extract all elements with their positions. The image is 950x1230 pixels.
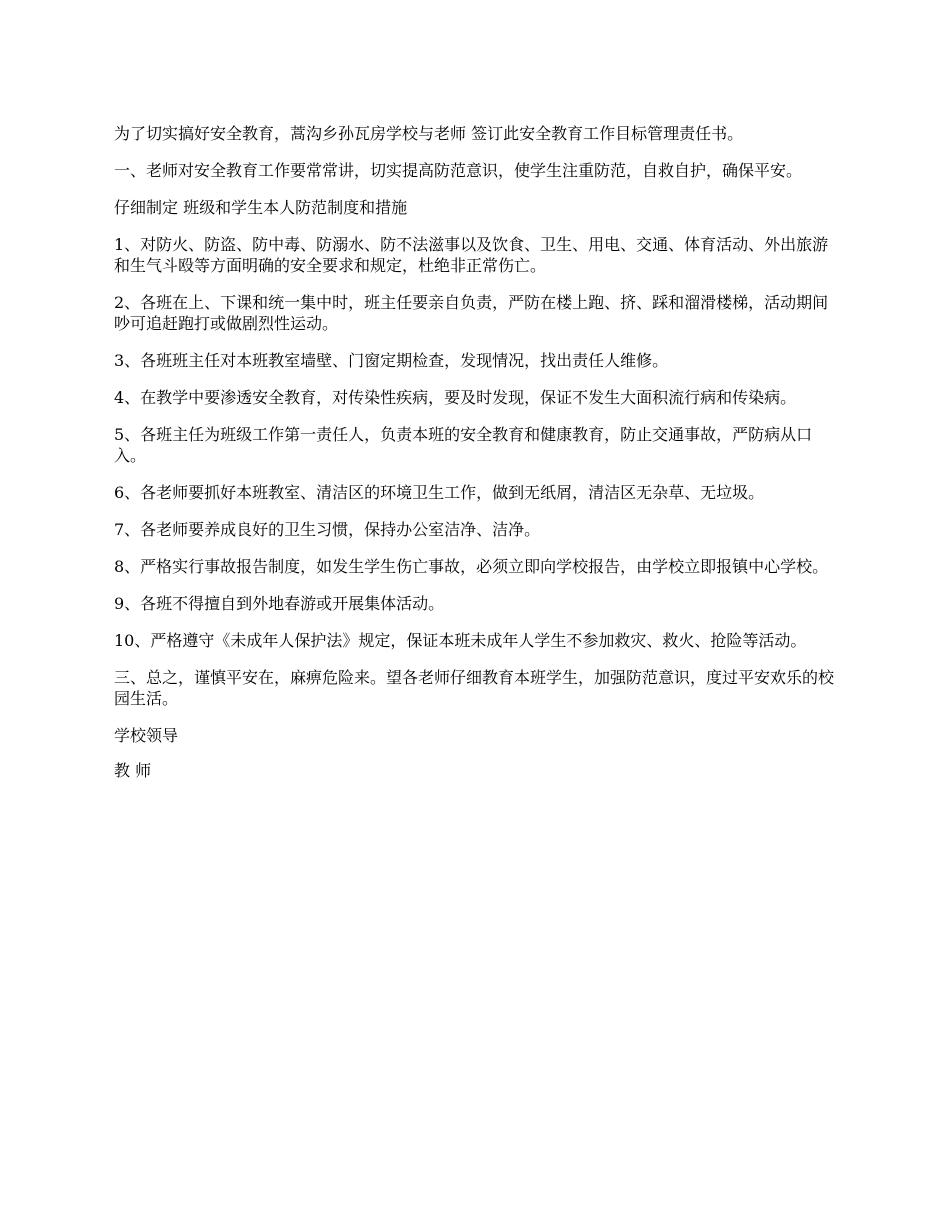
rule-item-1: 1、对防火、防盗、防中毒、防溺水、防不法滋事以及饮食、卫生、用电、交通、体育活动、外出旅游和生气斗殴等方面明确的安全要求和规定，杜绝非正常伤亡。 [114,235,829,275]
rule-item-10: 10、严格遵守《未成年人保护法》规定，保证本班未成年人学生不参加救灾、救火、抢险等活动。 [114,631,807,650]
measures-heading: 仔细制定 班级和学生本人防范制度和措施 [114,198,408,217]
intro-paragraph: 为了切实搞好安全教育，蒿沟乡孙瓦房学校与老师 签订此安全教育工作目标管理责任书。 [114,124,744,143]
rule-item-4: 4、在教学中要渗透安全教育，对传染性疾病，要及时发现，保证不发生大面积流行病和传染病。 [114,388,797,407]
signature-teacher: 教 师 [114,761,152,780]
rule-item-6: 6、各老师要抓好本班教室、清洁区的环境卫生工作，做到无纸屑，清洁区无杂草、无垃圾。 [114,483,765,502]
rule-item-5: 5、各班主任为班级工作第一责任人，负责本班的安全教育和健康教育，防止交通事故，严防病从口入。 [114,425,813,465]
rule-item-9: 9、各班不得擅自到外地春游或开展集体活动。 [114,594,445,613]
signature-school-leader: 学校领导 [114,726,179,745]
rule-item-2: 2、各班在上、下课和统一集中时，班主任要亲自负责，严防在楼上跑、挤、踩和溜滑楼梯，活动期间吵可追赶跑打或做剧烈性运动。 [114,293,829,333]
conclusion-paragraph: 三、总之，谨慎平安在，麻痹危险来。望各老师仔细教育本班学生，加强防范意识，度过平安欢乐的校园生活。 [114,668,835,708]
rule-item-7: 7、各老师要养成良好的卫生习惯，保持办公室洁净、洁净。 [114,520,541,539]
document-body [114,123,842,795]
rule-item-3: 3、各班班主任对本班教室墙壁、门窗定期检查，发现情况，找出责任人维修。 [114,351,669,370]
rule-item-8: 8、严格实行事故报告制度，如发生学生伤亡事故，必须立即向学校报告，由学校立即报镇中心学校。 [114,557,829,576]
section-one-paragraph: 一、老师对安全教育工作要常常讲，切实提高防范意识，使学生注重防范，自救自护，确保平安。 [114,161,803,180]
